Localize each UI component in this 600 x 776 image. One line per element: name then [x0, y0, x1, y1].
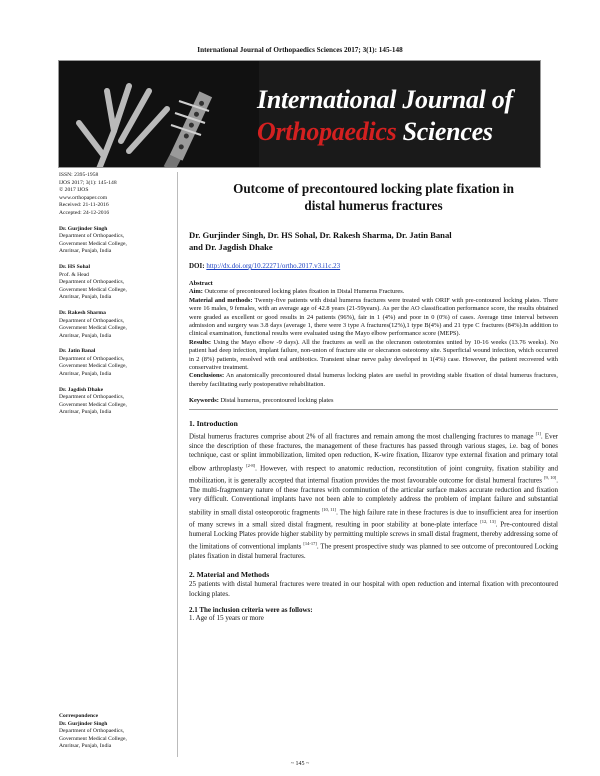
page-number: ~ 145 ~	[290, 761, 310, 767]
journal-header-line: International Journal of Orthopaedics Sciences 2017; 3(1): 145-148	[197, 46, 403, 54]
copyright: © 2017 IJOS	[59, 187, 89, 194]
doi-line	[189, 262, 558, 270]
article-title-line1: Outcome of precontoured locking plate fixation in	[233, 181, 514, 196]
article-title	[189, 180, 558, 214]
authors-line1: Dr. Gurjinder Singh, Dr. HS Sohal, Dr. Rakesh Sharma, Dr. Jatin Banal	[189, 230, 452, 240]
xray-hand-image	[59, 61, 259, 168]
affiliation-line: Government Medical College,	[59, 401, 127, 408]
abstract	[189, 280, 558, 389]
banner-title-orthopaedics: Orthopaedics	[257, 117, 397, 146]
citation: [10, 11]	[321, 506, 337, 512]
issn: ISSN: 2395-1958	[59, 172, 99, 178]
affiliation-line: Department of Orthopaedics,	[59, 394, 125, 401]
intro-text: . Pre-contoured distal humeral Locking Plates provide higher stability by permitting multiple screws in small distal fragment, thereby addressing some of the limitations of conventional implants	[189, 520, 558, 551]
affiliation-line: Department of Orthopaedics,	[59, 355, 125, 362]
author-name: Dr. Jatin Banal	[59, 348, 96, 355]
received-date: Received: 21-11-2016	[59, 202, 109, 209]
author-affiliation	[59, 387, 169, 417]
doi-label: DOI:	[189, 262, 205, 270]
subsection-heading-colon: :	[310, 606, 313, 615]
accepted-date: Accepted: 24-12-2016	[59, 209, 110, 216]
keywords-label: Keywords:	[189, 397, 219, 405]
abstract-aim	[189, 288, 558, 296]
keywords-text: Distal humerus, precontoured locking plates	[220, 397, 334, 405]
author-name: Dr. HS Sohal	[59, 263, 91, 270]
correspondence-name: Dr. Gurjinder Singh	[59, 720, 108, 727]
author-name: Dr. Gurjinder Singh	[59, 225, 108, 232]
author-affiliation	[59, 310, 169, 340]
article-title-line2: distal humerus fractures	[304, 198, 443, 213]
banner-title-line2	[257, 117, 493, 147]
intro-text: . However, with respect to anatomic reduction, reconstitution of joint congruity, fixation stability and mobilization, it is generally accepted that internal fixation provides the most favourable outcome for distal humeral fractures	[189, 463, 558, 485]
affiliation-line: Amritsar, Punjab, India	[59, 248, 112, 255]
keywords	[189, 397, 558, 404]
affiliation-line: Department of Orthopaedics,	[59, 279, 125, 286]
author-affiliation	[59, 264, 169, 302]
section-heading-introduction: 1. Introduction	[189, 419, 238, 429]
affiliation-line: Amritsar, Punjab, India	[59, 743, 112, 750]
affiliation-line: Amritsar, Punjab, India	[59, 332, 112, 339]
citation: [1]	[535, 431, 541, 437]
correspondence-block	[59, 713, 169, 751]
aim-text: Outcome of precontoured locking plates fixation in Distal Humerus Fractures.	[204, 288, 405, 296]
citation: [9, 10]	[544, 475, 557, 481]
results-label: Results:	[189, 338, 212, 346]
article-main	[189, 180, 558, 623]
website: www.orthopaper.com	[59, 194, 108, 201]
section-heading-methods: 2. Material and Methods	[189, 570, 270, 580]
affiliation-line: Department of Orthopaedics,	[59, 233, 125, 240]
conclusions-label: Conclusions:	[189, 372, 225, 380]
abstract-results	[189, 339, 558, 373]
authors-line2: and Dr. Jagdish Dhake	[189, 242, 273, 252]
methods-text: Twenty-five patients with distal humerus fractures were treated with ORIF with pre-contoured locking plates. There were 16 males, 9 females, with an average age of 42.8 years (21-59years). As per the AO classification performance score, the results obtained were graded as excellent or good results in 24 patients (96%), fair in 1 (4%) and poor in 0 (0%) of cases. Average time interval between admission and surgery was 3.8 days (average 1, there were 3 type A fractures(12%),1 type B(4%) and 21 type C fractures (84%).In addition to clinical examination, functional results were evaluated using the Mayo elbow performance score (MEPS).	[189, 296, 559, 338]
abstract-divider	[189, 409, 558, 410]
intro-text: . Ever since the description of these fractures, the management of these fractures has passed through various stages, i.e. bag of bones technique, cast or splint immobilization, limited open reduction, K-wire fixation, Ilizarov type external fixation and primary total elbow arthroplasty	[189, 432, 559, 472]
affiliation-line: Government Medical College,	[59, 240, 127, 247]
doi-link[interactable]: http://dx.doi.org/10.22271/ortho.2017.v3.i1c.23	[206, 262, 341, 270]
citation: [14-17]	[303, 541, 317, 547]
sidebar-divider	[177, 172, 178, 757]
author-affiliation	[59, 226, 169, 256]
methods-paragraph: 25 patients with distal humeral fractures were treated in our hospital with open reduction and internal fixation with precontoured locking plates.	[189, 580, 558, 598]
abstract-conclusions	[189, 372, 558, 389]
list-item: 1. Age of 15 years or more	[189, 614, 264, 623]
affiliation-line: Government Medical College,	[59, 735, 127, 742]
journal-banner	[58, 60, 541, 168]
introduction-paragraph	[189, 429, 558, 561]
affiliation-line: Amritsar, Punjab, India	[59, 294, 112, 301]
banner-title-sciences: Sciences	[402, 117, 493, 146]
citation: [2-8]	[246, 462, 256, 468]
intro-text: . The multi-fragmentary nature of these fractures with comminution of the articular surface makes accurate reduction and fixation very difficult. Conventional implants have not been able to completely address the problem of implant failure and substantial stability in small distal osteoporotic fragments	[189, 476, 559, 516]
author-affiliation	[59, 348, 169, 378]
sidebar	[59, 172, 169, 417]
abstract-methods	[189, 297, 558, 339]
author-name: Dr. Jagdish Dhake	[59, 386, 104, 393]
volume-info: IJOS 2017; 3(1): 145-148	[59, 179, 117, 186]
conclusions-text: An anatomically precontoured distal humerus locking plates are useful in providing stable fixation of distal humerus fractures, thereby facilitating early postoperative rehabilitation.	[189, 372, 559, 388]
affiliation-line: Prof. & Head	[59, 271, 89, 278]
affiliation-line: Government Medical College,	[59, 286, 127, 293]
abstract-heading: Abstract	[189, 280, 213, 287]
intro-text: Distal humerus fractures comprise about 2% of all fractures and remain among the most challenging fractures to manage	[189, 432, 534, 441]
citation: [12, 13]	[480, 519, 496, 525]
affiliation-line: Government Medical College,	[59, 363, 127, 370]
results-text: Using the Mayo elbow -9 days). All the fractures as well as the olecranon osteotomies united by 10-16 weeks (13.76 weeks). No patient had deep infection, implant failure, non-union of fracture site or olecranon osteotomy site. Superficial wound infection, which occurred in 2 (8%) patients, resolved with oral antibiotics. Transient ulnar nerve palsy developed in 1(4%) case. However, the patient recovered with conservative treatment.	[189, 338, 558, 372]
subsection-heading-inclusion	[189, 606, 558, 614]
affiliation-line: Government Medical College,	[59, 325, 127, 332]
intro-text: . The present prospective study was planned to see outcome of precontoured Locking plates fixation in distal humeral fractures.	[189, 542, 558, 561]
methods-label: Material and methods:	[189, 296, 253, 304]
aim-label: Aim:	[189, 288, 203, 296]
intro-text: . The high failure rate in these fractures is due to insufficient area for insertion of many screws in a small sized distal fragment, resulting in poor stability at bone-plate interface	[189, 508, 558, 529]
affiliation-line: Amritsar, Punjab, India	[59, 371, 112, 378]
affiliation-line: Department of Orthopaedics,	[59, 728, 125, 735]
affiliation-line: Amritsar, Punjab, India	[59, 409, 112, 416]
correspondence-label: Correspondence	[59, 713, 99, 719]
author-name: Dr. Rakesh Sharma	[59, 309, 106, 316]
article-authors	[189, 229, 558, 253]
affiliation-line: Department of Orthopaedics,	[59, 317, 125, 324]
subsection-heading-text: 2.1 The inclusion criteria were as follows	[189, 606, 311, 615]
banner-title-line1: International Journal of	[257, 85, 513, 114]
article-meta	[59, 172, 169, 218]
